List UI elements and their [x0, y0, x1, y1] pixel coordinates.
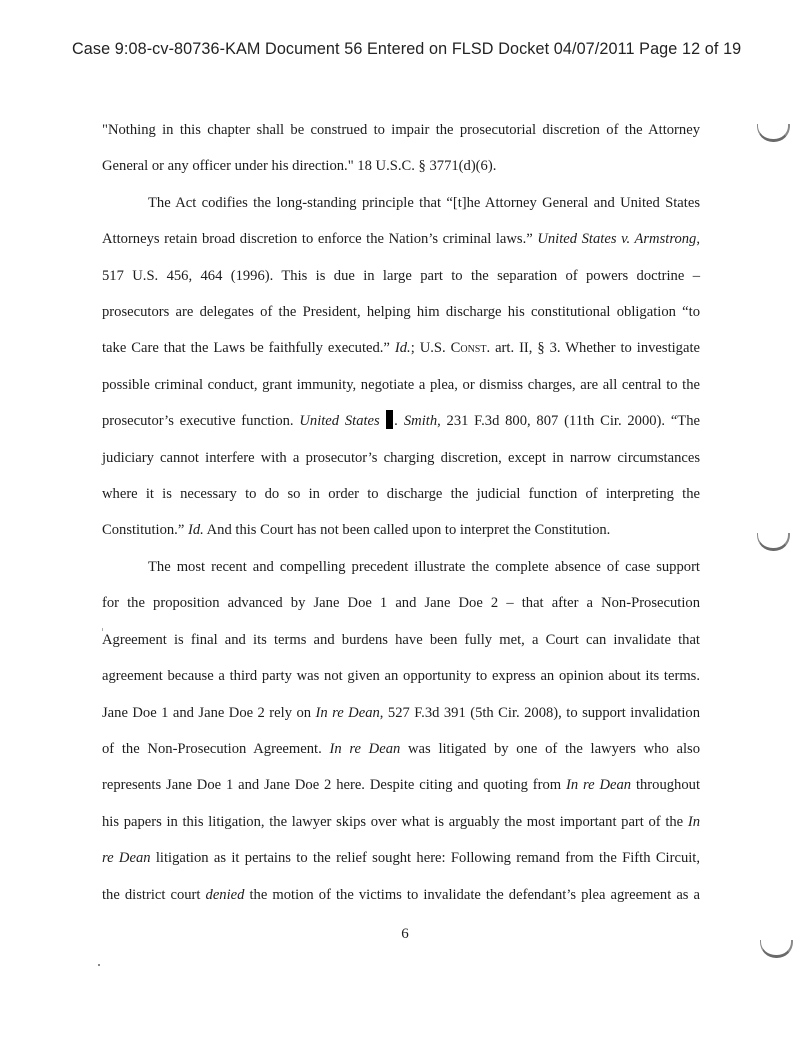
- text-line: Constitution.” Id. And this Court has not been called upon to interpret the Constitution.: [102, 522, 611, 539]
- paragraph-3: [102, 549, 700, 913]
- document-body: [102, 112, 700, 913]
- binder-hole-mark: [757, 124, 790, 142]
- text-line: prosecutors are delegates of the President, helping him discharge his constitutional obligation “to: [102, 304, 700, 321]
- case-citation: In re Dean: [565, 777, 632, 794]
- text-line: prosecutor’s executive function. United States . Smith, 231 F.3d 800, 807 (11th Cir. 2000). “The: [102, 403, 700, 439]
- text-line: Attorneys retain broad discretion to enforce the Nation’s criminal laws.” United States v. Armstrong,: [102, 231, 701, 248]
- text-line: for the proposition advanced by Jane Doe 1 and Jane Doe 2 – that after a Non-Prosecution: [102, 595, 700, 612]
- text-line: The most recent and compelling precedent illustrate the complete absence of case support: [148, 558, 700, 575]
- case-citation: re Dean: [102, 850, 151, 867]
- binder-hole-mark: [760, 940, 793, 958]
- paragraph-2: [102, 185, 700, 549]
- text-line: General or any officer under his direction." 18 U.S.C. § 3771(d)(6).: [102, 158, 497, 175]
- text-line: take Care that the Laws be faithfully executed.” Id.; U.S. Const. art. II, § 3. Whether to investigate: [102, 340, 700, 357]
- text-line: possible criminal conduct, grant immunity, negotiate a plea, or dismiss charges, are all central to the: [102, 376, 700, 393]
- case-citation: In re Dean: [329, 740, 401, 757]
- case-citation: United States v. Armstrong: [537, 231, 697, 248]
- id-citation: Id.: [394, 340, 411, 357]
- case-citation: In: [687, 813, 700, 830]
- paragraph-1: [102, 112, 700, 185]
- emphasis-text: denied: [205, 886, 245, 903]
- case-citation: . Smith: [394, 413, 438, 430]
- text-line: the district court denied the motion of the victims to invalidate the defendant’s plea agreement as a: [102, 886, 701, 903]
- id-citation: Id.: [187, 522, 204, 539]
- text-line: 517 U.S. 456, 464 (1996). This is due in large part to the separation of powers doctrine –: [102, 267, 700, 284]
- scan-speck: [98, 964, 100, 966]
- text-line: "Nothing in this chapter shall be construed to impair the prosecutorial discretion of the Attorney: [102, 122, 700, 138]
- case-citation: United States: [299, 413, 380, 430]
- text-line: Agreement is final and its terms and burdens have been fully met, a Court can invalidate that: [102, 631, 700, 648]
- case-citation: In re Dean: [315, 704, 380, 721]
- page-number: 6: [401, 926, 409, 942]
- text-line: his papers in this litigation, the lawyer skips over what is arguably the most important part of the In: [102, 813, 700, 830]
- text-line: The Act codifies the long-standing principle that “[t]he Attorney General and United States: [148, 194, 700, 211]
- redaction-mark: [386, 410, 393, 429]
- text-line: of the Non-Prosecution Agreement. In re Dean was litigated by one of the lawyers who also: [102, 740, 701, 757]
- scan-speck: [102, 628, 103, 631]
- text-line: agreement because a third party was not given an opportunity to express an opinion about its terms.: [102, 668, 700, 685]
- text-line: re Dean litigation as it pertains to the relief sought here: Following remand from the Fifth Circuit,: [102, 850, 700, 867]
- text-line: represents Jane Doe 1 and Jane Doe 2 here. Despite citing and quoting from In re Dean throughout: [102, 777, 701, 794]
- binder-hole-mark: [757, 533, 790, 551]
- text-line: Jane Doe 1 and Jane Doe 2 rely on In re Dean, 527 F.3d 391 (5th Cir. 2008), to support invalidation: [102, 704, 701, 721]
- text-line: where it is necessary to do so in order to discharge the judicial function of interpreting the: [102, 486, 700, 503]
- docket-header: Case 9:08-cv-80736-KAM Document 56 Entered on FLSD Docket 04/07/2011 Page 12 of 19: [72, 40, 742, 58]
- text-line: judiciary cannot interfere with a prosecutor’s charging discretion, except in narrow circumstances: [102, 449, 700, 466]
- const-abbrev: Const: [450, 340, 487, 357]
